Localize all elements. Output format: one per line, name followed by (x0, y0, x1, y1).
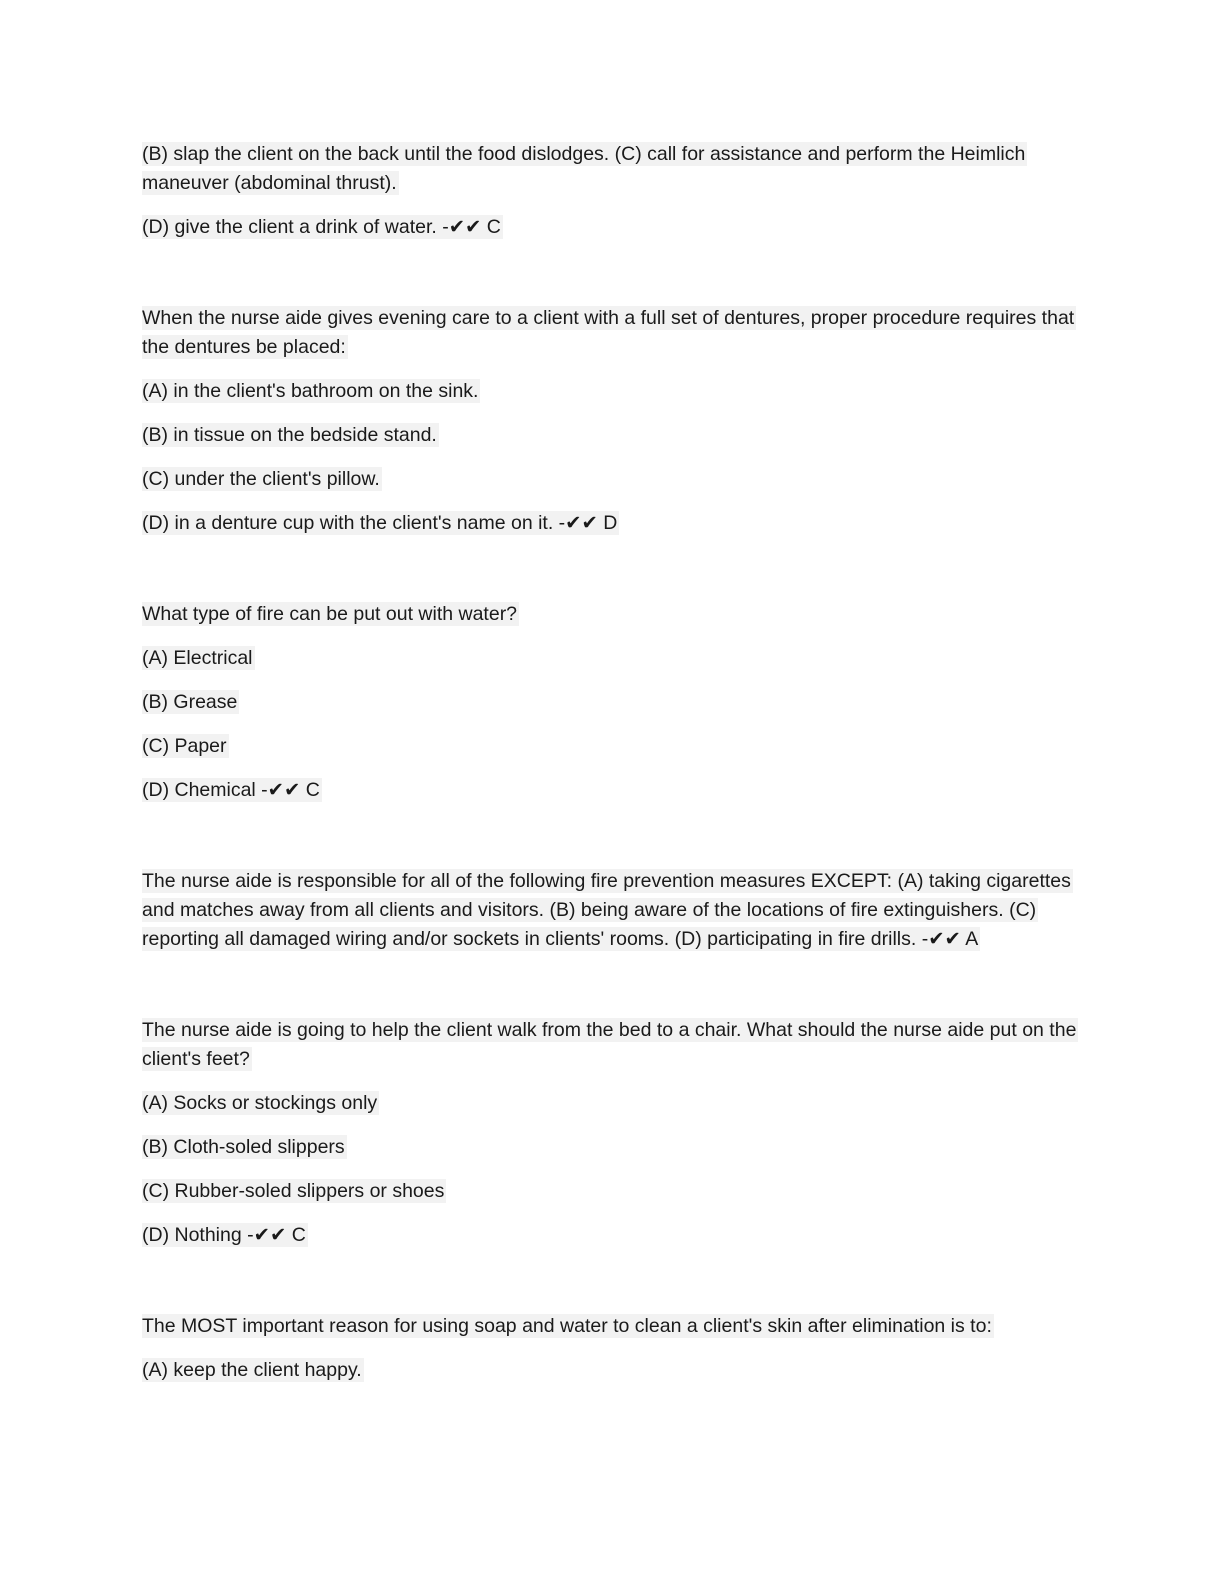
question-text: What type of fire can be put out with water? (142, 603, 518, 625)
question-block (142, 600, 1082, 805)
question-block (142, 867, 1082, 954)
question-text-with-answer: The nurse aide is responsible for all of the following fire prevention measures EXCEPT: (A) taking cigarettes and matches away from all clients and visitors. (B) being aware of the locations of fire extinguishers. (C) reporting all damaged wiring and/or sockets in clients' rooms. (D) participating in fire drills. -✔✔ A (142, 870, 1071, 950)
question-block (142, 304, 1082, 538)
option-b: (B) Cloth-soled slippers (142, 1136, 345, 1158)
option-c: (C) Rubber-soled slippers or shoes (142, 1180, 445, 1202)
option-d-answer: (D) Nothing -✔✔ C (142, 1224, 306, 1246)
question-block (142, 1016, 1082, 1250)
question-text: When the nurse aide gives evening care to a client with a full set of dentures, proper procedure requires that the dentures be placed: (142, 307, 1075, 358)
option-a: (A) keep the client happy. (142, 1359, 362, 1381)
option-d-answer: (D) in a denture cup with the client's name on it. -✔✔ D (142, 512, 618, 534)
option-a: (A) Electrical (142, 647, 253, 669)
question-block (142, 1312, 1082, 1385)
option-c: (C) Paper (142, 735, 227, 757)
question-block-continued (142, 140, 1082, 242)
option-b: (B) Grease (142, 691, 238, 713)
option-b: (B) in tissue on the bedside stand. (142, 424, 437, 446)
option-a: (A) in the client's bathroom on the sink. (142, 380, 479, 402)
question-text: The MOST important reason for using soap and water to clean a client's skin after elimination is to: (142, 1315, 992, 1337)
option-text: (B) slap the client on the back until the food dislodges. (C) call for assistance and perform the Heimlich maneuver (abdominal thrust). (142, 143, 1026, 194)
answer-line: (D) give the client a drink of water. -✔✔ C (142, 216, 501, 238)
option-c: (C) under the client's pillow. (142, 468, 380, 490)
document-body (142, 140, 1082, 1400)
option-a: (A) Socks or stockings only (142, 1092, 378, 1114)
option-d-answer: (D) Chemical -✔✔ C (142, 779, 320, 801)
question-text: The nurse aide is going to help the client walk from the bed to a chair. What should the nurse aide put on the client's feet? (142, 1019, 1077, 1070)
